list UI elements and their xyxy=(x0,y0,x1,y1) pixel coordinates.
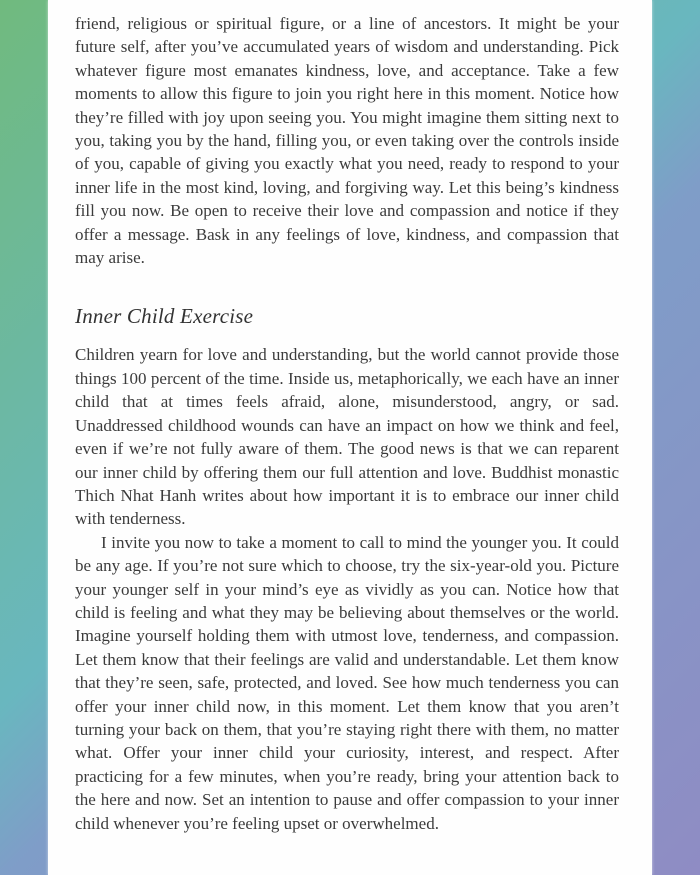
page-text-block xyxy=(48,0,652,835)
paragraph-inner-child-exercise: I invite you now to take a moment to call to mind the younger you. It could be any age. If you’re not sure which to choose, try the six-year-old you. Picture your younger self in your mind’s eye as vividly as you can. Notice how that child is feeling and what they may be believing about themselves or the world. Imagine yourself holding them with utmost love, tenderness, and compassion. Let them know that their feelings are valid and understandable. Let them know that they’re seen, safe, protected, and loved. See how much tenderness you can offer your inner child now, in this moment. Let them know that you aren’t turning your back on them, that you’re staying right there with them, no matter what. Offer your inner child your curiosity, interest, and respect. After practicing for a few minutes, when you’re ready, bring your attention back to the here and now. Set an intention to pause and offer compassion to your inner child whenever you’re feeling upset or overwhelmed. xyxy=(75,532,619,833)
book-page xyxy=(48,0,652,875)
paragraph-inner-child-intro: Children yearn for love and understanding, but the world cannot provide those things 100 percent of the time. Inside us, metaphorically, we each have an inner child that at times feels afraid, alone, misunderstood, angry, or sad. Unaddressed childhood wounds can have an impact on how we think and feel, even if we’re not fully aware of them. The good news is that we can reparent our inner child by offering them our full attention and love. Buddhist monastic Thich Nhat Hanh writes about how important it is to embrace our inner child with tenderness. xyxy=(75,345,619,529)
section-heading: Inner Child Exercise xyxy=(75,304,254,329)
paragraph-continuation: friend, religious or spiritual figure, or a line of ancestors. It might be your future self, after you’ve accumulated years of wisdom and understanding. Pick whatever figure most emanates kindness, love, and acceptance. Take a few moments to allow this figure to join you right here in this moment. Notice how they’re filled with joy upon seeing you. You might imagine them sitting next to you, taking you by the hand, filling you, or even taking over the controls inside of you, capable of giving you exactly what you need, ready to respond to your inner life in the most kind, loving, and forgiving way. Let this being’s kindness fill you now. Be open to receive their love and compassion and notice if they offer a message. Bask in any feelings of love, kindness, and compassion that may arise. xyxy=(75,14,619,268)
